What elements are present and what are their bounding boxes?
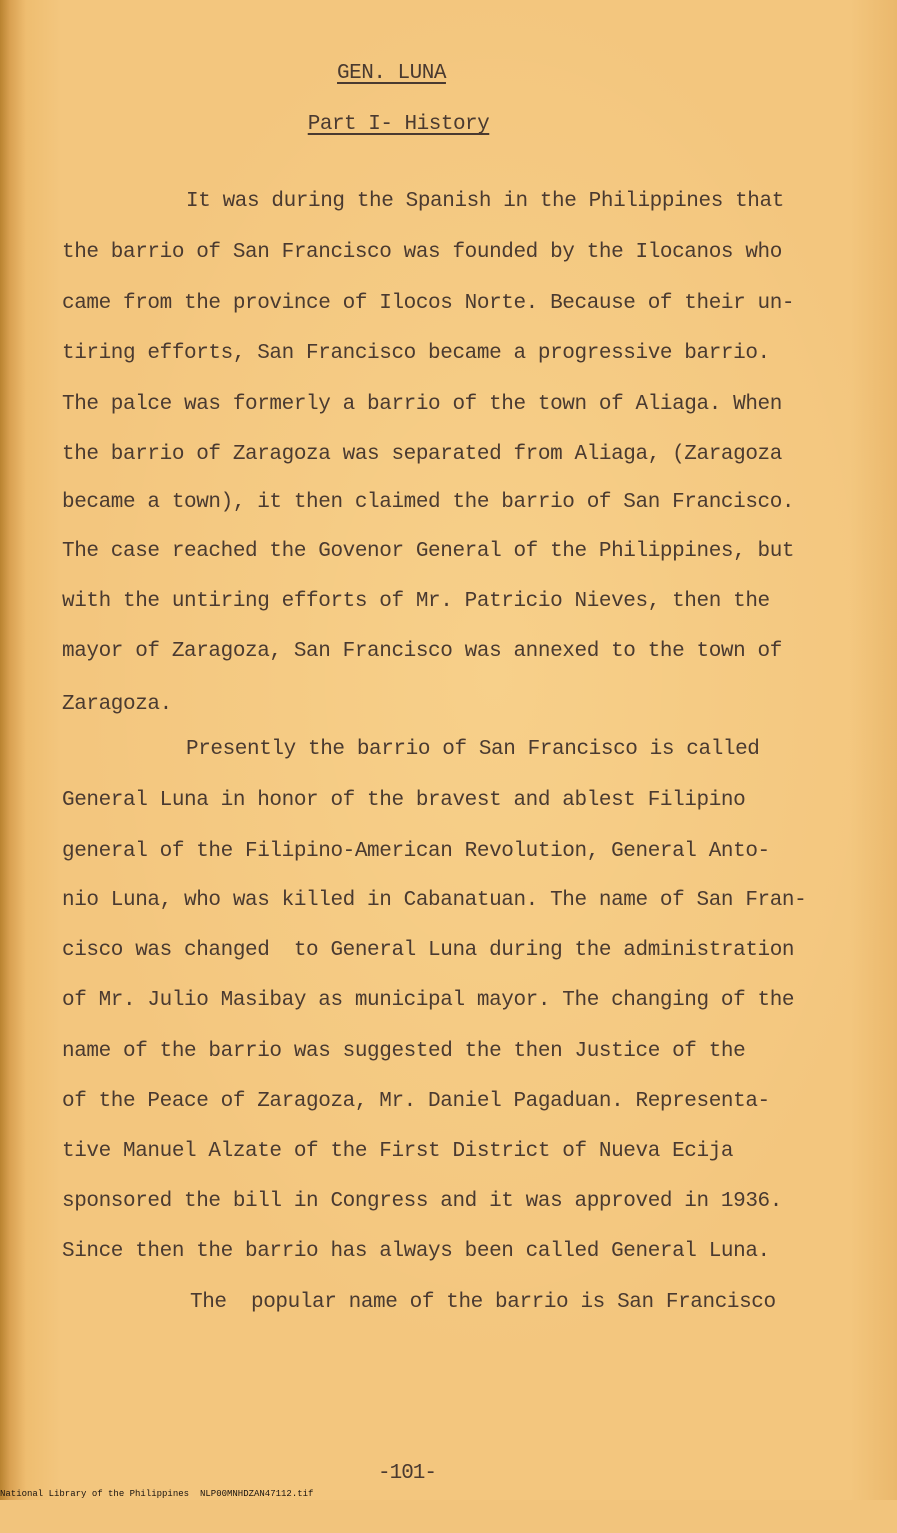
text-line: Zaragoza. (62, 693, 172, 716)
text-line: of the Peace of Zaragoza, Mr. Daniel Pagaduan. Representa- (62, 1090, 770, 1113)
text-line: the barrio of San Francisco was founded by the Ilocanos who (62, 241, 782, 264)
document-title: GEN. LUNA (337, 62, 446, 85)
text-line: Since then the barrio has always been called General Luna. (62, 1240, 770, 1263)
text-line: It was during the Spanish in the Philippines that (186, 190, 784, 213)
text-line: The palce was formerly a barrio of the town of Aliaga. When (62, 393, 782, 416)
page-number: -101- (378, 1462, 437, 1485)
text-line: General Luna in honor of the bravest and ablest Filipino (62, 789, 746, 812)
text-line: nio Luna, who was killed in Cabanatuan. The name of San Fran- (62, 889, 807, 912)
text-line: tiring efforts, San Francisco became a progressive barrio. (62, 342, 770, 365)
text-line: Presently the barrio of San Francisco is called (186, 738, 760, 761)
text-line: of Mr. Julio Masibay as municipal mayor. The changing of the (62, 989, 795, 1012)
text-line: became a town), it then claimed the barrio of San Francisco. (62, 491, 795, 514)
text-line: cisco was changed to General Luna during the administration (62, 939, 795, 962)
text-line: the barrio of Zaragoza was separated from Aliaga, (Zaragoza (62, 443, 782, 466)
text-line: name of the barrio was suggested the then Justice of the (62, 1040, 746, 1063)
text-line: The popular name of the barrio is San Francisco (190, 1291, 776, 1314)
text-line: mayor of Zaragoza, San Francisco was annexed to the town of (62, 640, 782, 663)
text-line: The case reached the Govenor General of the Philippines, but (62, 540, 795, 563)
document-subtitle: Part I- History (307, 113, 490, 136)
text-line: sponsored the bill in Congress and it was approved in 1936. (62, 1190, 782, 1213)
footer-file-id: NLP00MNHDZAN47112.tif (200, 1489, 314, 1499)
footer-institution: National Library of the Philippines (0, 1489, 190, 1499)
text-line: came from the province of Ilocos Norte. Because of their un- (62, 292, 795, 315)
scan-footer (0, 1489, 897, 1500)
text-line: general of the Filipino-American Revolution, General Anto- (62, 840, 770, 863)
text-line: tive Manuel Alzate of the First District of Nueva Ecija (62, 1140, 734, 1163)
text-line: with the untiring efforts of Mr. Patricio Nieves, then the (62, 590, 770, 613)
